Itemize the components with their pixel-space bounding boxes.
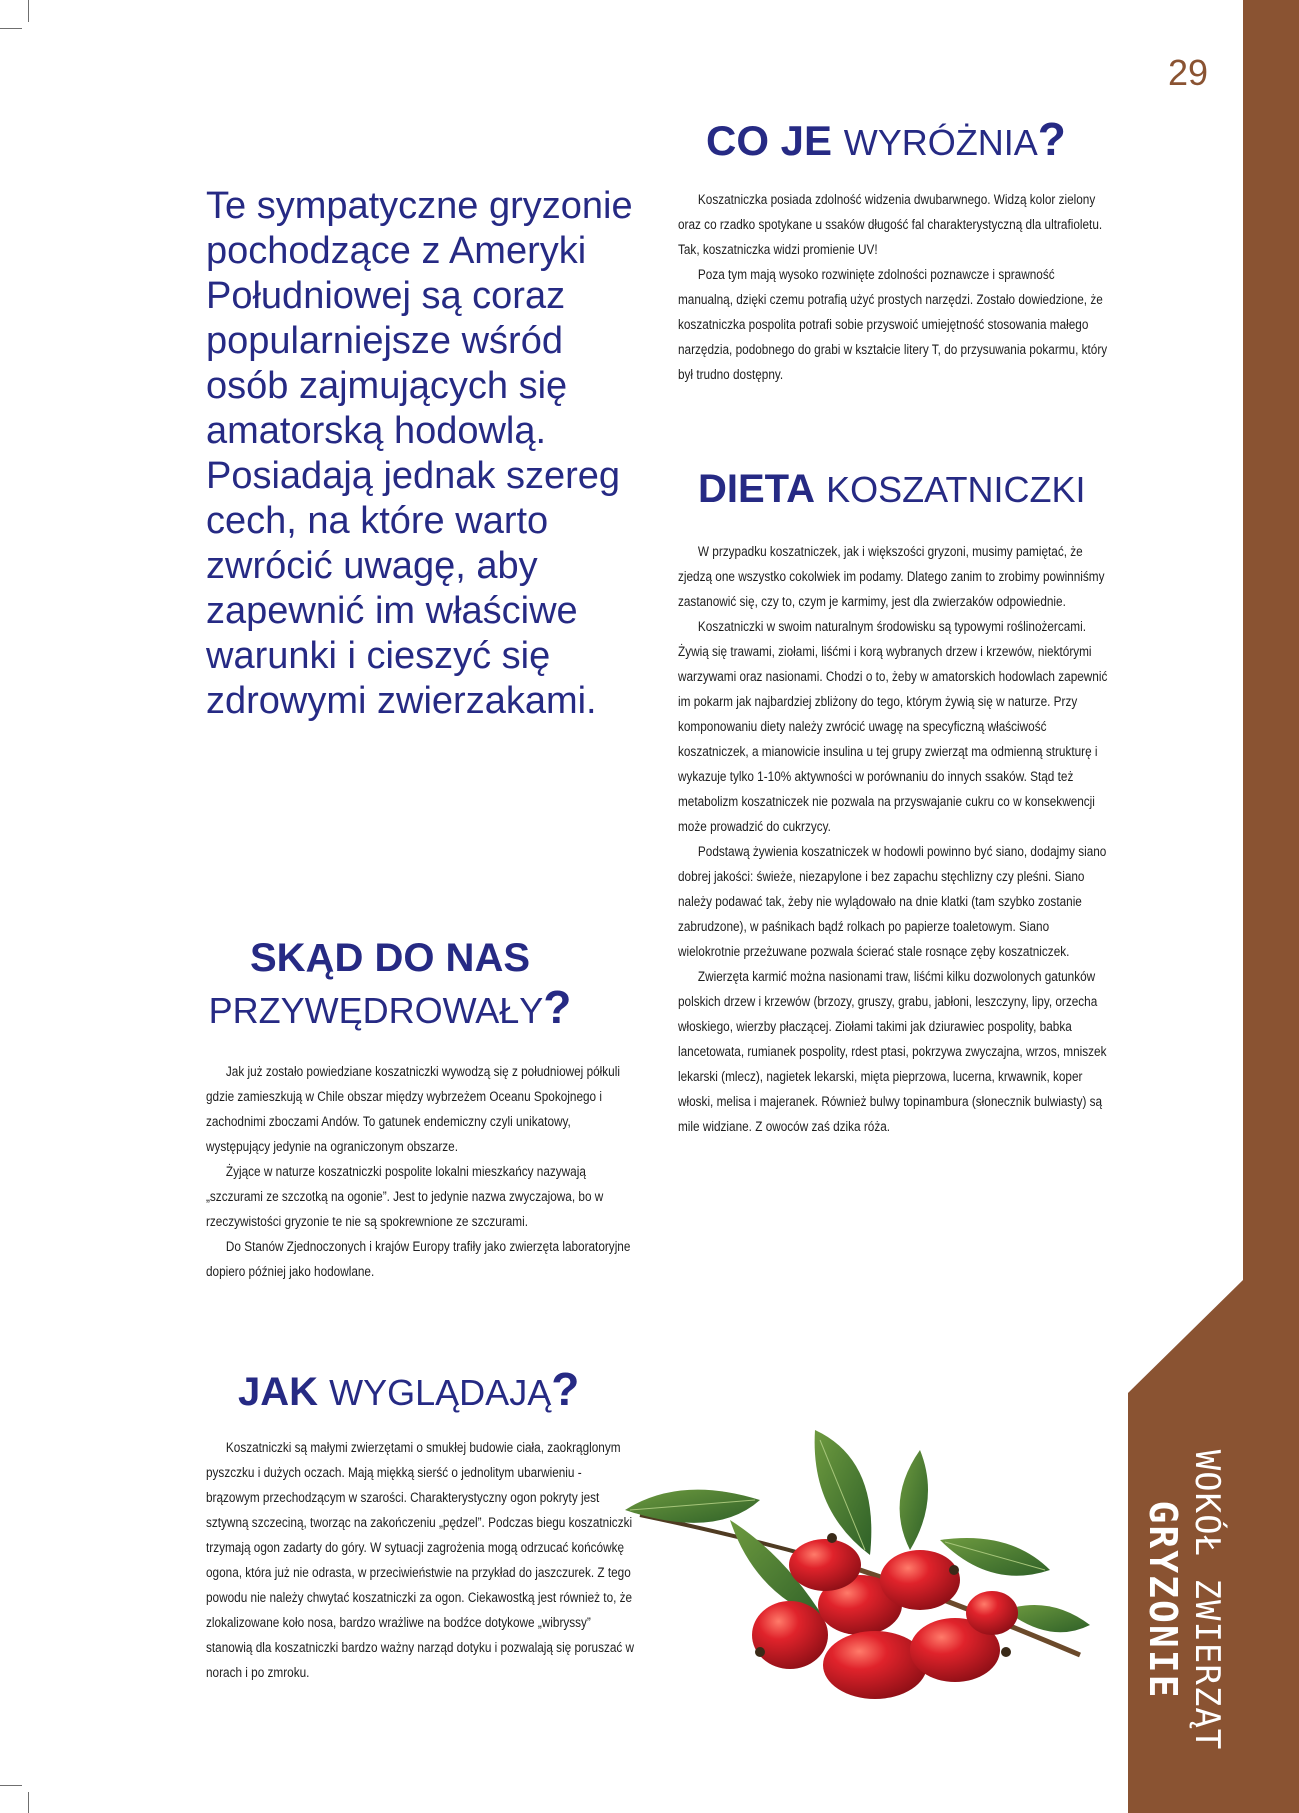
leaf	[900, 1450, 928, 1550]
section-dieta-text	[678, 540, 1108, 1140]
section-skad-text	[206, 1060, 636, 1285]
heading-co-je-wyroznia: CO JE WYRÓŻNIA?	[706, 113, 1066, 165]
heading-jak-wygladaja: JAK WYGLĄDAJĄ?	[238, 1363, 580, 1415]
paragraph: Żyjące w naturze koszatniczki pospolite lokalni mieszkańcy nazywają „szczurami ze szczotką na ogonie”. Jest to jedynie nazwa zwyczajowa, bo w rzeczywistości gryzonie te nie są spokrewnione ze szczurami.	[206, 1164, 604, 1230]
berry	[752, 1601, 828, 1669]
section-label-line1: WOKÓŁ ZWIERZĄT	[1187, 1449, 1227, 1751]
heading-dieta-koszatniczki: DIETA KOSZATNICZKI	[698, 467, 1086, 511]
paragraph: Koszatniczki są małymi zwierzętami o smukłej budowie ciała, zaokrąglonym pyszczku i dużych oczach. Mają miękką sierść o jednolitym ubarwieniu - brązowym przechodzącym w szarości. Charakterystyczny ogon pokryty jest sztywną szczeciną, tworząc na zakończeniu „pędzel”. Podczas biegu koszatniczki trzymają ogon zadarty do góry. W sytuacji zagrożenia mogą odrzucać końcówkę ogona, która już nie odrasta, w przeciwieństwie na przykład do jaszczurek. Z tego powodu nie należy chwytać koszatniczki za ogon. Ciekawostką jest również to, że zlokalizowane koło nosa, bardzo wrażliwe na bodźce dotykowe „wibryssy” stanowią dla koszatniczki bardzo ważny narząd dotyku i pozwalają się poruszać w norach i po zmroku.	[206, 1440, 635, 1681]
paragraph: Jak już zostało powiedziane koszatniczki wywodzą się z południowej półkuli gdzie zamieszkują w Chile obszar między wybrzeżem Oceanu Spokojnego i zachodnimi zboczami Andów. To gatunek endemiczny czyli unikatowy, występujący jedynie na ograniczonym obszarze.	[206, 1064, 620, 1155]
rosehip-illustration	[620, 1420, 1130, 1720]
crop-mark-left-bottom	[0, 1785, 22, 1786]
crop-mark-bottom-left	[28, 1792, 29, 1813]
paragraph: Koszatniczki w swoim naturalnym środowisku są typowymi roślinożercami. Żywią się trawami, ziołami, liśćmi i korą wybranych drzew i krzewów, niektórymi warzywami oraz nasionami. Chodzi o to, żeby w amatorskich hodowlach zapewnić im pokarm jak najbardziej zbliżony do tego, którym żywią się w naturze. Przy komponowaniu diety należy zwrócić uwagę na specyficzną właściwość koszatniczek, a mianowicie insulina u tej grupy zwierząt ma odmienną strukturę i wykazuje tylko 1-10% aktywności w porównaniu do innych ssaków. Stąd też metabolizm koszatniczek nie pozwala na przyswajanie cukru co w konsekwencji może prowadzić do cukrzycy.	[678, 619, 1108, 835]
section-label-line2: GRYZONIE	[1141, 1500, 1185, 1700]
paragraph: Poza tym mają wysoko rozwinięte zdolności poznawcze i sprawność manualną, dzięki czemu potrafią użyć prostych narzędzi. Zostało dowiedzione, że koszatniczka pospolita potrafi sobie przyswoić umiejętność stosowania małego narzędzia, podobnego do grabi w kształcie litery T, do przysuwania pokarmu, który był trudno dostępny.	[678, 267, 1108, 383]
berry	[966, 1591, 1018, 1635]
crop-mark-left-top	[0, 28, 22, 29]
crop-mark-top-left	[28, 0, 29, 22]
paragraph: Zwierzęta karmić można nasionami traw, liśćmi kilku dozwolonych gatunków polskich drzew i krzewów (brzozy, gruszy, grabu, jabłoni, leszczyny, lipy, orzecha włoskiego, wierzby płaczącej. Ziołami takimi jak dziurawiec pospolity, babka lancetowata, rumianek pospolity, rdest ptasi, pokrzywa zwyczajna, wrzos, mniszek lekarski (mlecz), nagietek lekarski, mięta pieprzowa, lucerna, krwawnik, koper włoski, melisa i majeranek. Również bulwy topinambura (słonecznik bulwiasty) są mile widziane. Z owoców zaś dzika róża.	[678, 969, 1107, 1135]
berry	[823, 1631, 927, 1699]
page-number: 29	[1168, 52, 1209, 93]
paragraph: Koszatniczka posiada zdolność widzenia dwubarwnego. Widzą kolor zielony oraz co rzadko spotykane u ssaków długość fal charakterystyczną dla ultrafioletu. Tak, koszatniczka widzi promienie UV!	[678, 192, 1103, 258]
paragraph: Podstawą żywienia koszatniczek w hodowli powinno być siano, dodajmy siano dobrej jakości: świeże, niezapylone i bez zapachu stęchlizny czy pleśni. Siano należy podawać tak, żeby nie wylądowało na dnie klatki (tam szybko zostanie zabrudzone), w paśnikach bądź rolkach po papierze toaletowym. Siano wielokrotnie przeżuwane pozwala ścierać stale rosnące zęby koszatniczek.	[678, 844, 1107, 960]
section-label	[1128, 1400, 1243, 1800]
section-jak-text	[206, 1436, 636, 1686]
heading-skad-do-nas: SKĄD DO NAS PRZYWĘDROWAŁY?	[208, 936, 572, 1033]
berry	[880, 1550, 960, 1610]
berry	[789, 1539, 861, 1591]
section-co-je-text	[678, 188, 1108, 388]
paragraph: W przypadku koszatniczek, jak i większości gryzoni, musimy pamiętać, że zjedzą one wszystko cokolwiek im podamy. Dlatego zanim to zrobimy powinniśmy zastanowić się, czy to, czym je karmimy, jest dla zwierzaków odpowiednie.	[678, 544, 1105, 610]
paragraph: Do Stanów Zjednoczonych i krajów Europy trafiły jako zwierzęta laboratoryjne dopiero później jako hodowlane.	[206, 1239, 631, 1280]
lead-paragraph: Te sympatyczne gryzonie pochodzące z Ameryki Południowej są coraz popularniejsze wśród osób zajmujących się amatorską hodowlą. Posiadają jednak szereg cech, na które warto zwrócić uwagę, aby zapewnić im właściwe warunki i cieszyć się zdrowymi zwierzakami.	[206, 185, 633, 722]
